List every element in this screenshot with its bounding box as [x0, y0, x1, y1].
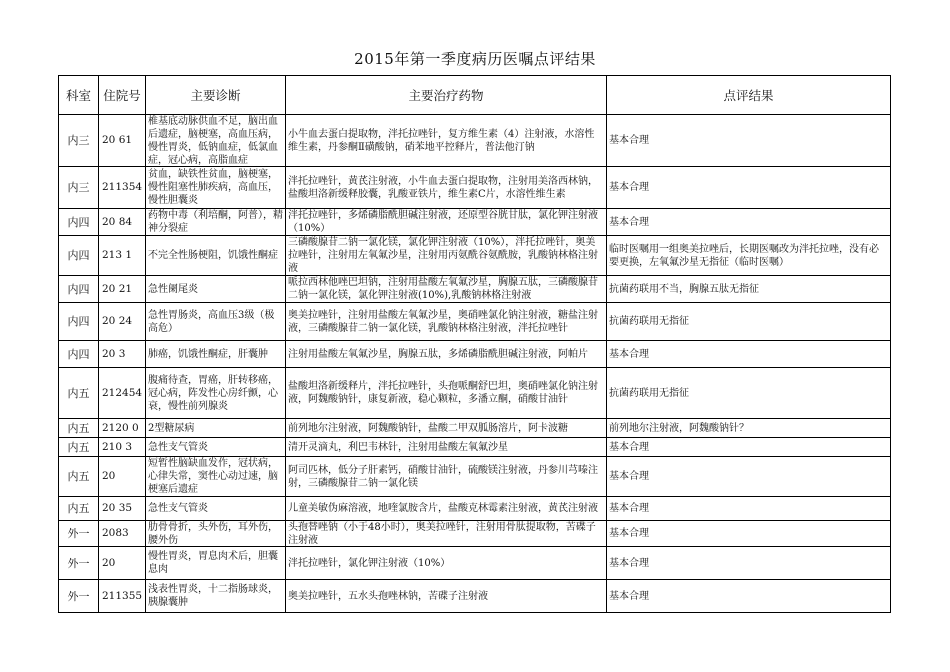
result-cell-text: 抗菌药联用不当，胸腺五肽无指征	[609, 283, 759, 295]
diagnosis-cell-text: 贫血，缺铁性贫血，脑梗塞，慢性阻塞性肺疾病，高血压，慢性胆囊炎	[148, 169, 278, 206]
diagnosis-cell	[146, 457, 286, 497]
drugs-cell	[286, 115, 607, 167]
diagnosis-cell	[146, 209, 286, 236]
diagnosis-cell	[146, 438, 286, 457]
diagnosis-cell-text: 肋骨骨折，头外伤，耳外伤，腰外伤	[148, 522, 278, 546]
dept-cell	[59, 209, 99, 236]
diagnosis-cell	[146, 341, 286, 368]
diagnosis-cell-text: 2型糖尿病	[148, 422, 195, 434]
drugs-cell	[286, 547, 607, 580]
patient-id-cell-text: 2120 0	[102, 421, 139, 434]
result-cell	[607, 521, 891, 547]
drugs-cell	[286, 303, 607, 341]
diagnosis-cell-text: 药物中毒（利培酮，阿普），精神分裂症	[148, 210, 283, 234]
patient-id-cell	[99, 547, 146, 580]
table-row	[59, 276, 891, 303]
drugs-cell	[286, 497, 607, 521]
dept-cell	[59, 580, 99, 613]
result-cell	[607, 276, 891, 303]
drugs-cell-text: 儿童美敏伪麻溶液，地喹氯胺含片，盐酸克林霉素注射液，黄芪注射液	[288, 503, 598, 514]
dept-cell-text: 外一	[67, 527, 90, 540]
diagnosis-cell-text: 急性阑尾炎	[148, 283, 198, 295]
patient-id-cell-text: 20 35	[102, 502, 133, 514]
drugs-cell-text: 奥美拉唑针，注射用盐酸左氧氟沙星，奥硝唑氯化钠注射液，糖盐注射液，三磷酸腺苷二钠一氯化镁，乳酸钠林格注射液，泮托拉唑针	[288, 309, 598, 334]
patient-id-cell	[99, 497, 146, 521]
dept-cell	[59, 276, 99, 303]
result-cell-text: 基本合理	[609, 441, 649, 453]
drugs-cell	[286, 419, 607, 438]
patient-id-cell-text: 212454	[102, 386, 143, 399]
drugs-cell-text: 小牛血去蛋白提取物，泮托拉唑针，复方维生素（4）注射液，水溶性维生素，丹参酮Ⅱ磺酸钠，硝苯地平控释片，普法他汀钠	[288, 128, 595, 153]
header-diagnosis: 主要诊断	[146, 76, 286, 115]
table-row	[59, 419, 891, 438]
patient-id-cell	[99, 303, 146, 341]
dept-cell	[59, 547, 99, 580]
dept-cell	[59, 303, 99, 341]
diagnosis-cell	[146, 236, 286, 276]
table-row	[59, 303, 891, 341]
patient-id-cell	[99, 209, 146, 236]
result-cell	[607, 547, 891, 580]
diagnosis-cell-text: 短暂性脑缺血发作，冠状病，心律失常，窦性心动过速，脑梗塞后遗症	[148, 458, 278, 495]
dept-cell-text: 内五	[67, 502, 90, 515]
diagnosis-cell	[146, 419, 286, 438]
patient-id-cell	[99, 236, 146, 276]
dept-cell-text: 内五	[67, 470, 90, 483]
dept-cell-text: 内四	[67, 249, 90, 262]
drugs-cell-text: 泮托拉唑针，多烯磷脂酰胆碱注射液，还原型谷胱甘肽，氯化钾注射液（10%）	[288, 210, 598, 234]
result-cell	[607, 419, 891, 438]
patient-id-cell-text: 213 1	[102, 249, 133, 261]
dept-cell	[59, 497, 99, 521]
result-cell	[607, 457, 891, 497]
dept-cell-text: 内五	[67, 440, 90, 454]
drugs-cell	[286, 368, 607, 419]
diagnosis-cell-text: 浅表性胃炎，十二指肠球炎，胰腺囊肿	[148, 584, 278, 608]
drugs-cell	[286, 521, 607, 547]
result-cell	[607, 115, 891, 167]
patient-id-cell	[99, 167, 146, 209]
result-cell-text: 基本合理	[609, 216, 649, 228]
patient-id-cell	[99, 580, 146, 613]
dept-cell	[59, 438, 99, 457]
diagnosis-cell	[146, 303, 286, 341]
drugs-cell-text: 阿司匹林，低分子肝素钙，硝酸甘油针，硫酸镁注射液，丹参川芎嗪注射，三磷酸腺苷二钠一氯化镁	[288, 464, 598, 489]
result-cell-text: 基本合理	[609, 135, 649, 146]
drugs-cell	[286, 209, 607, 236]
drugs-cell	[286, 457, 607, 497]
dept-cell-text: 内五	[67, 386, 90, 400]
diagnosis-cell	[146, 276, 286, 303]
patient-id-cell-text: 20 84	[102, 215, 133, 228]
drugs-cell-text: 泮托拉唑针，黄芪注射液，小牛血去蛋白提取物，注射用美洛西林钠，盐酸坦洛新缓释胶囊，乳酸亚铁片，维生素C片，水溶性维生素	[288, 175, 598, 200]
drugs-cell-text: 清开灵滴丸，利巴韦林针，注射用盐酸左氧氟沙星	[288, 441, 508, 453]
review-table	[58, 75, 891, 613]
diagnosis-cell	[146, 580, 286, 613]
patient-id-cell-text: 211354	[102, 181, 143, 193]
diagnosis-cell-text: 急性支气管炎	[148, 503, 208, 514]
patient-id-cell-text: 20 3	[102, 347, 126, 360]
result-cell-text: 前列地尔注射液，阿魏酸钠针？	[609, 422, 749, 434]
diagnosis-cell-text: 慢性胃炎，胃息肉术后，胆囊息肉	[148, 551, 278, 575]
patient-id-cell-text: 20 21	[102, 282, 133, 295]
dept-cell	[59, 115, 99, 167]
patient-id-cell-text: 20 24	[102, 315, 133, 327]
result-cell-text: 临时医嘱用一组奥美拉唑后，长期医嘱改为泮托拉唑，没有必要更换，左氧氟沙星无指征（临时医嘱）	[609, 243, 879, 268]
table-row	[59, 521, 891, 547]
table-row	[59, 236, 891, 276]
result-cell	[607, 580, 891, 613]
diagnosis-cell	[146, 547, 286, 580]
result-cell	[607, 167, 891, 209]
patient-id-cell-text: 20	[102, 556, 116, 569]
drugs-cell-text: 哌拉西林他唑巴坦钠，注射用盐酸左氧氟沙星，胸腺五肽，三磷酸腺苷二钠一氯化镁，氯化钾注射液(10%),乳酸钠林格注射液	[288, 277, 598, 301]
table-row	[59, 167, 891, 209]
dept-cell	[59, 236, 99, 276]
header-result: 点评结果	[607, 76, 891, 115]
patient-id-cell	[99, 115, 146, 167]
dept-cell-text: 内五	[67, 421, 90, 435]
diagnosis-cell	[146, 115, 286, 167]
drugs-cell-text: 盐酸坦洛新缓释片，泮托拉唑针，头孢哌酮舒巴坦，奥硝唑氯化钠注射液，阿魏酸钠针，康复新液，稳心颗粒，多潘立酮，硝酸甘油针	[288, 381, 598, 405]
drugs-cell-text: 头孢替唑钠（小于48小时），奥美拉唑针，注射用骨肽提取物，苦碟子注射液	[288, 522, 596, 546]
dept-cell-text: 内四	[67, 347, 90, 361]
header-row	[59, 76, 891, 115]
drugs-cell-text: 前列地尔注射液，阿魏酸钠针，盐酸二甲双胍肠溶片，阿卡波糖	[288, 422, 568, 434]
result-cell	[607, 341, 891, 368]
result-cell	[607, 303, 891, 341]
result-cell-text: 抗菌药联用无指征	[609, 316, 689, 327]
table-body	[59, 115, 891, 613]
drugs-cell	[286, 276, 607, 303]
table-row	[59, 497, 891, 521]
dept-cell-text: 内四	[67, 315, 90, 328]
patient-id-cell	[99, 457, 146, 497]
result-cell	[607, 209, 891, 236]
patient-id-cell-text: 2083	[102, 527, 129, 539]
result-cell-text: 抗菌药联用无指征	[609, 387, 689, 399]
drugs-cell	[286, 580, 607, 613]
drugs-cell-text: 奥美拉唑针，五水头孢唑林钠，苦碟子注射液	[288, 590, 488, 602]
dept-cell-text: 内四	[67, 215, 90, 229]
diagnosis-cell-text: 急性胃肠炎，高血压3级（极高危）	[148, 309, 275, 334]
drugs-cell-text: 三磷酸腺苷二钠一氯化镁，氯化钾注射液（10%），泮托拉唑针，奥美拉唑针，注射用左氧氟沙星，注射用丙氨酰谷氨酰胺，乳酸钠林格注射液	[288, 237, 598, 274]
patient-id-cell-text: 211355	[102, 589, 143, 602]
diagnosis-cell	[146, 521, 286, 547]
dept-cell	[59, 368, 99, 419]
table-row	[59, 341, 891, 368]
patient-id-cell	[99, 276, 146, 303]
table-row	[59, 438, 891, 457]
diagnosis-cell-text: 腹痛待查，胃癌，肝转移癌，冠心病，阵发性心房纤颤，心衰，慢性前列腺炎	[148, 374, 278, 412]
dept-cell	[59, 341, 99, 368]
diagnosis-cell	[146, 167, 286, 209]
result-cell-text: 基本合理	[609, 590, 649, 602]
drugs-cell	[286, 341, 607, 368]
result-cell-text: 基本合理	[609, 528, 649, 539]
dept-cell-text: 内三	[67, 181, 90, 194]
result-cell	[607, 438, 891, 457]
patient-id-cell	[99, 521, 146, 547]
result-cell-text: 基本合理	[609, 557, 649, 569]
patient-id-cell-text: 20	[102, 470, 116, 482]
result-cell-text: 基本合理	[609, 503, 649, 514]
drugs-cell	[286, 236, 607, 276]
table-row	[59, 115, 891, 167]
patient-id-cell	[99, 419, 146, 438]
patient-id-cell-text: 20 61	[102, 134, 133, 146]
result-cell	[607, 236, 891, 276]
header-drugs: 主要治疗药物	[286, 76, 607, 115]
diagnosis-cell-text: 急性支气管炎	[148, 441, 208, 453]
diagnosis-cell-text: 肺癌，饥饿性酮症，肝囊肿	[148, 348, 268, 360]
dept-cell-text: 外一	[67, 556, 90, 570]
dept-cell-text: 内三	[67, 134, 90, 147]
diagnosis-cell	[146, 368, 286, 419]
page-title: 2015年第一季度病历医嘱点评结果	[354, 50, 596, 68]
drugs-cell-text: 注射用盐酸左氧氟沙星，胸腺五肽，多烯磷脂酰胆碱注射液，阿帕片	[288, 348, 588, 360]
result-cell	[607, 497, 891, 521]
table-row	[59, 547, 891, 580]
dept-cell	[59, 457, 99, 497]
drugs-cell-text: 泮托拉唑针，氯化钾注射液（10%）	[288, 557, 451, 569]
patient-id-cell	[99, 438, 146, 457]
header-dept: 科室	[59, 76, 99, 115]
drugs-cell	[286, 438, 607, 457]
dept-cell	[59, 167, 99, 209]
result-cell	[607, 368, 891, 419]
patient-id-cell-text: 210 3	[102, 440, 133, 453]
table-row	[59, 580, 891, 613]
patient-id-cell	[99, 368, 146, 419]
header-id: 住院号	[99, 76, 146, 115]
result-cell-text: 基本合理	[609, 348, 649, 360]
patient-id-cell	[99, 341, 146, 368]
result-cell-text: 基本合理	[609, 471, 649, 482]
table-row	[59, 457, 891, 497]
dept-cell	[59, 419, 99, 438]
result-cell-text: 基本合理	[609, 182, 649, 193]
diagnosis-cell	[146, 497, 286, 521]
diagnosis-cell-text: 椎基底动脉供血不足，脑出血后遗症，脑梗塞，高血压病，慢性胃炎，低钠血症，低氯血症，冠心病，高脂血症	[148, 116, 278, 166]
table-row	[59, 209, 891, 236]
dept-cell-text: 内四	[67, 282, 90, 296]
diagnosis-cell-text: 不完全性肠梗阻，饥饿性酮症	[148, 250, 278, 261]
dept-cell	[59, 521, 99, 547]
dept-cell-text: 外一	[67, 589, 90, 603]
drugs-cell	[286, 167, 607, 209]
table-row	[59, 368, 891, 419]
